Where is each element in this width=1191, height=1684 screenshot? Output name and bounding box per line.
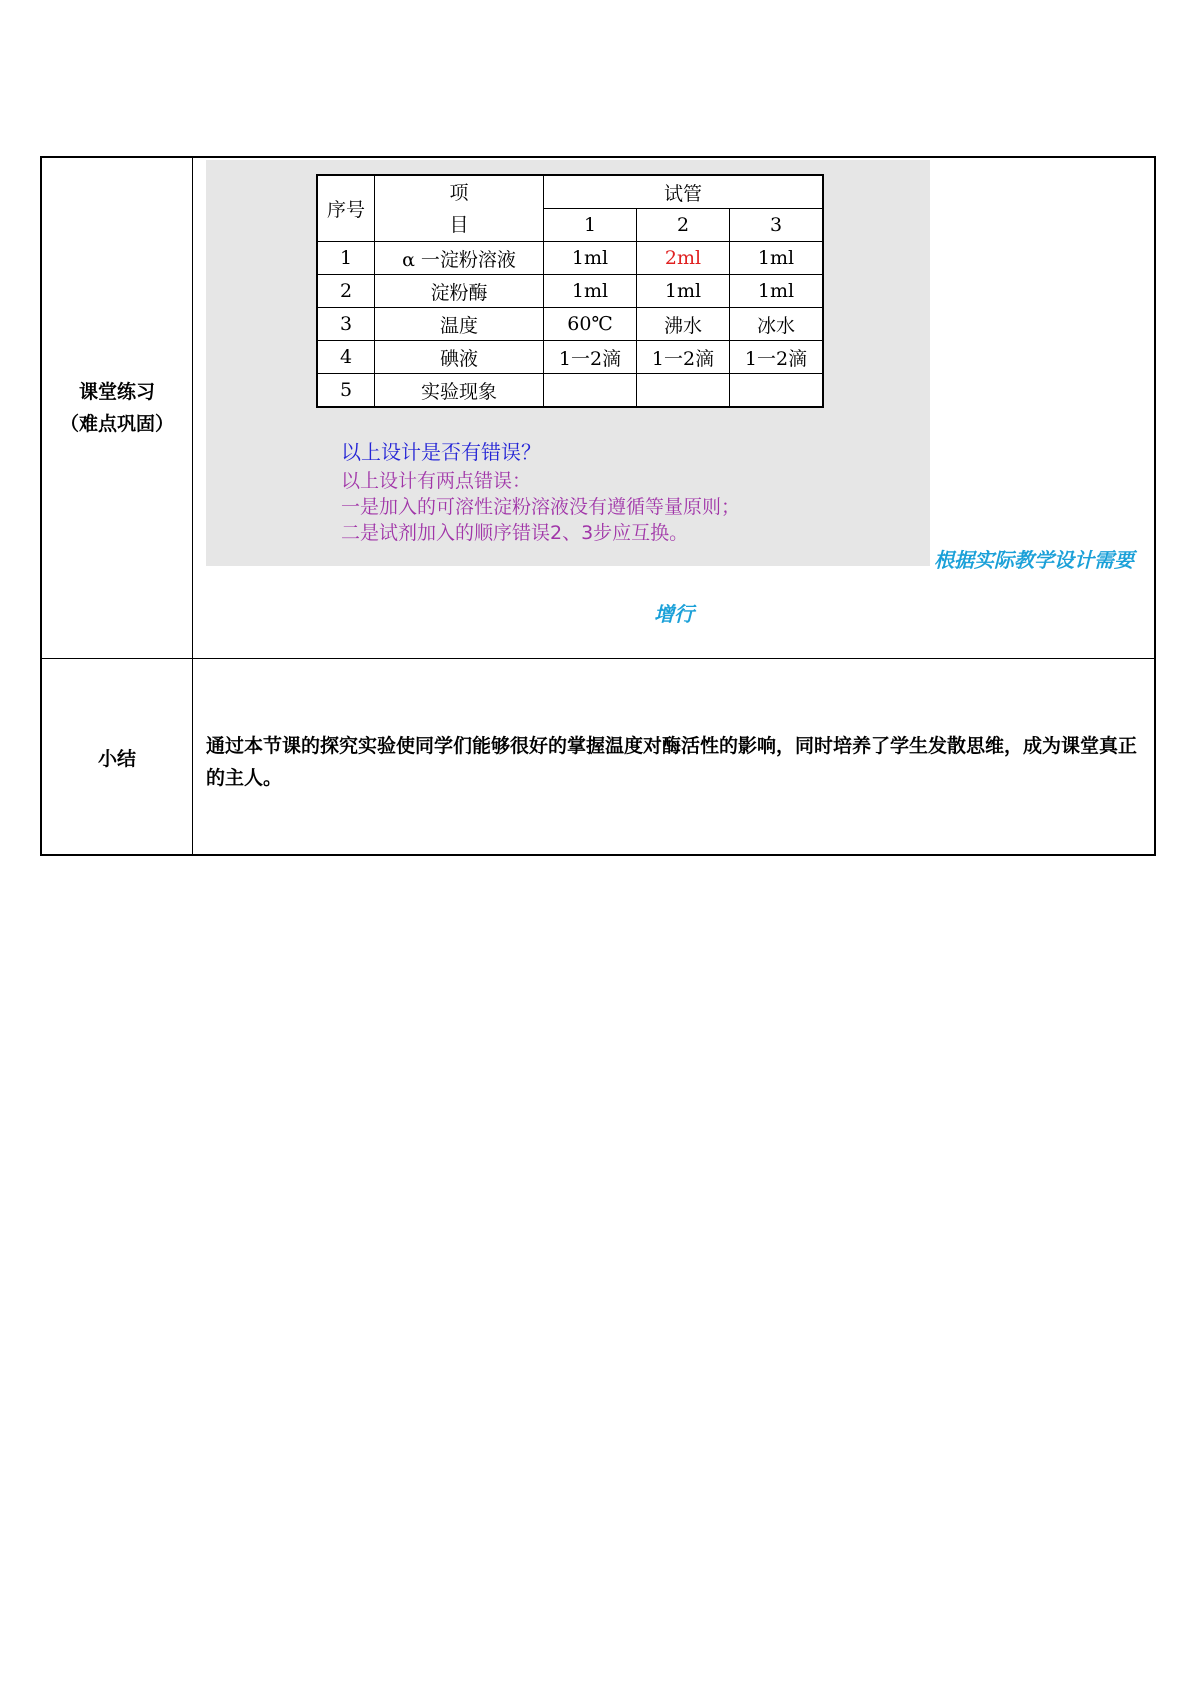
cell-tube1: 1ml bbox=[544, 275, 637, 308]
table-header-row bbox=[317, 175, 823, 209]
practice-label bbox=[42, 376, 192, 440]
cell-tube2 bbox=[637, 374, 730, 408]
table-row bbox=[317, 308, 823, 341]
answer-line: 以上设计有两点错误： bbox=[341, 470, 532, 492]
cell-tube3: 1一2滴 bbox=[730, 341, 824, 374]
cell-tube1: 1ml bbox=[544, 242, 637, 275]
header-item bbox=[375, 175, 544, 242]
cell-no: 3 bbox=[317, 308, 375, 341]
lesson-table bbox=[40, 156, 1156, 856]
teaching-note: 根据实际教学设计需要 bbox=[934, 548, 1134, 572]
cell-tube1: 1一2滴 bbox=[544, 341, 637, 374]
header-item-line2: 目 bbox=[449, 213, 469, 236]
cell-item: α 一淀粉溶液 bbox=[375, 242, 544, 275]
cell-item: 实验现象 bbox=[375, 374, 544, 408]
cell-item: 碘液 bbox=[375, 341, 544, 374]
question-text: 以上设计是否有错误？ bbox=[341, 440, 541, 464]
answer-text bbox=[341, 468, 740, 546]
row-divider bbox=[42, 658, 1154, 659]
cell-no: 5 bbox=[317, 374, 375, 408]
header-tubes: 试管 bbox=[544, 175, 824, 209]
summary-text: 通过本节课的探究实验使同学们能够很好的掌握温度对酶活性的影响，同时培养了学生发散思维，成为课堂真正的主人。 bbox=[206, 735, 1138, 789]
tube-number: 2 bbox=[637, 209, 730, 242]
exercise-slide-image bbox=[206, 160, 930, 566]
cell-no: 4 bbox=[317, 341, 375, 374]
cell-tube2-error: 2ml bbox=[637, 242, 730, 275]
cell-item: 温度 bbox=[375, 308, 544, 341]
cell-tube1: 60℃ bbox=[544, 308, 637, 341]
header-no: 序号 bbox=[317, 175, 375, 242]
cell-tube1 bbox=[544, 374, 637, 408]
cell-tube3 bbox=[730, 374, 824, 408]
table-row bbox=[317, 341, 823, 374]
cell-item: 淀粉酶 bbox=[375, 275, 544, 308]
tube-number: 1 bbox=[544, 209, 637, 242]
experiment-table bbox=[316, 174, 824, 408]
cell-tube2: 沸水 bbox=[637, 308, 730, 341]
answer-line: 一是加入的可溶性淀粉溶液没有遵循等量原则； bbox=[341, 496, 741, 518]
answer-line: 二是试剂加入的顺序错误2、3步应互换。 bbox=[341, 522, 689, 544]
column-divider bbox=[192, 158, 193, 854]
table-row bbox=[317, 242, 823, 275]
cell-tube3: 1ml bbox=[730, 242, 824, 275]
cell-tube2: 1一2滴 bbox=[637, 341, 730, 374]
table-row bbox=[317, 275, 823, 308]
cell-tube3: 冰水 bbox=[730, 308, 824, 341]
cell-no: 2 bbox=[317, 275, 375, 308]
practice-label-line2: （难点巩固） bbox=[59, 413, 174, 435]
practice-label-line1: 课堂练习 bbox=[78, 381, 155, 403]
table-row bbox=[317, 374, 823, 408]
header-item-line1: 项 bbox=[449, 181, 469, 204]
summary-label: 小结 bbox=[97, 748, 136, 770]
cell-tube3: 1ml bbox=[730, 275, 824, 308]
cell-no: 1 bbox=[317, 242, 375, 275]
cell-tube2: 1ml bbox=[637, 275, 730, 308]
tube-number: 3 bbox=[730, 209, 824, 242]
teaching-note-continued: 增行 bbox=[654, 602, 694, 626]
